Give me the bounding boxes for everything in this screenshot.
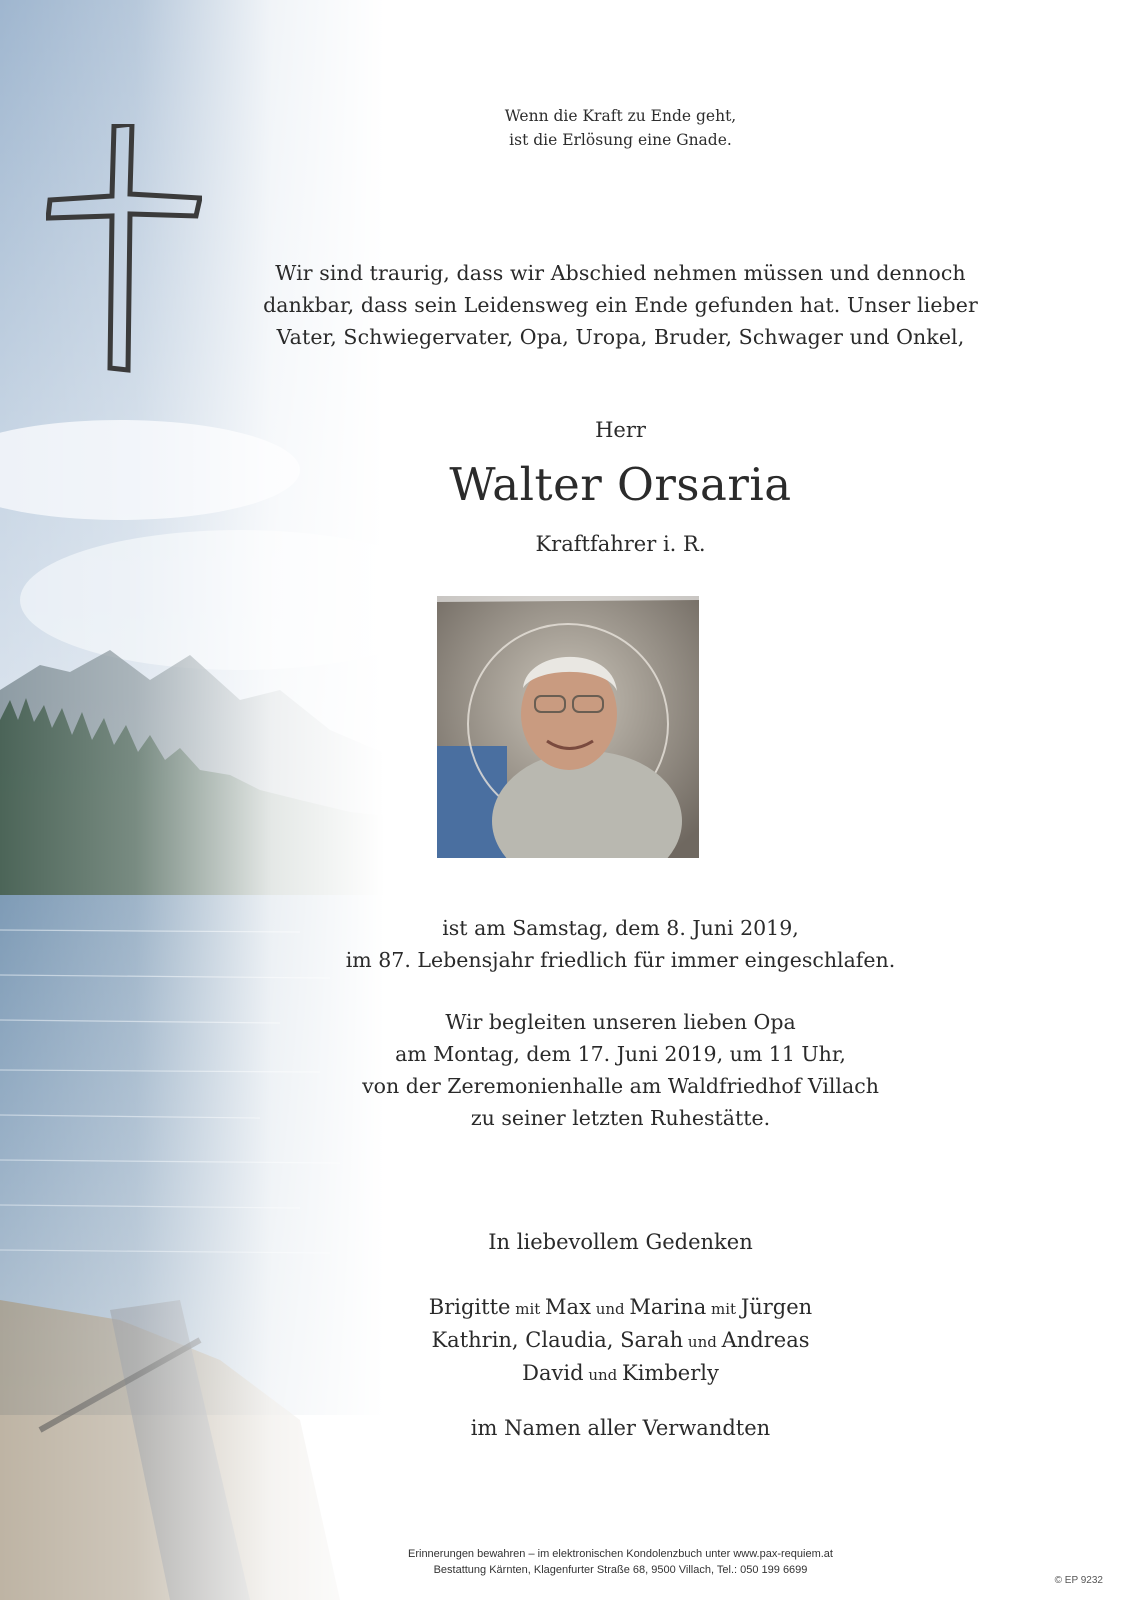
death-line: im 87. Lebensjahr friedlich für immer eingeschlafen. [345, 948, 896, 972]
intro-line: Vater, Schwiegervater, Opa, Uropa, Bruder, Schwager und Onkel, [276, 325, 965, 349]
intro-text [55, 257, 1131, 353]
intro-line: dankbar, dass sein Leidensweg ein Ende gefunden hat. Unser lieber [263, 293, 978, 317]
memory-line: In liebevollem Gedenken [488, 1230, 753, 1254]
salutation: Herr [595, 418, 646, 442]
family-connector: und [590, 1300, 630, 1318]
footer-line: Bestattung Kärnten, Klagenfurter Straße 68, 9500 Villach, Tel.: 050 199 6699 [433, 1564, 808, 1576]
family-name: Kathrin, Claudia, Sarah [431, 1328, 684, 1352]
family-name: David [522, 1361, 584, 1385]
family-connector: mit [510, 1300, 546, 1318]
funeral-notice [55, 1006, 1131, 1134]
footer-line: Erinnerungen bewahren – im elektronischen Kondolenzbuch unter www.pax-requiem.at [408, 1548, 833, 1560]
funeral-line: Wir begleiten unseren lieben Opa [445, 1010, 796, 1034]
death-line: ist am Samstag, dem 8. Juni 2019, [442, 916, 799, 940]
family-name: Jürgen [740, 1295, 813, 1319]
family-names [55, 1292, 1131, 1391]
family-name: Andreas [721, 1328, 810, 1352]
motto-line: ist die Erlösung eine Gnade. [509, 131, 732, 149]
relatives-line: im Namen aller Verwandten [470, 1416, 771, 1440]
funeral-line: zu seiner letzten Ruhestätte. [470, 1106, 771, 1130]
motto-line: Wenn die Kraft zu Ende geht, [504, 107, 737, 125]
death-notice [55, 912, 1131, 976]
intro-line: Wir sind traurig, dass wir Abschied nehmen müssen und dennoch [275, 261, 966, 285]
occupation: Kraftfahrer i. R. [535, 532, 706, 556]
family-connector: und [683, 1333, 722, 1351]
funeral-line: am Montag, dem 17. Juni 2019, um 11 Uhr, [395, 1042, 846, 1066]
funeral-line: von der Zeremonienhalle am Waldfriedhof Villach [362, 1074, 879, 1098]
motto [55, 104, 1131, 152]
family-name: Max [545, 1295, 591, 1319]
family-connector: mit [706, 1300, 741, 1318]
portrait-photo [437, 596, 699, 858]
footer [55, 1546, 1131, 1578]
family-connector: und [583, 1366, 623, 1384]
family-name: Brigitte [428, 1295, 511, 1319]
family-name: Kimberly [622, 1361, 719, 1385]
family-name: Marina [629, 1295, 707, 1319]
product-code: © EP 9232 [1054, 1575, 1103, 1586]
deceased-name: Walter Orsaria [449, 458, 792, 511]
